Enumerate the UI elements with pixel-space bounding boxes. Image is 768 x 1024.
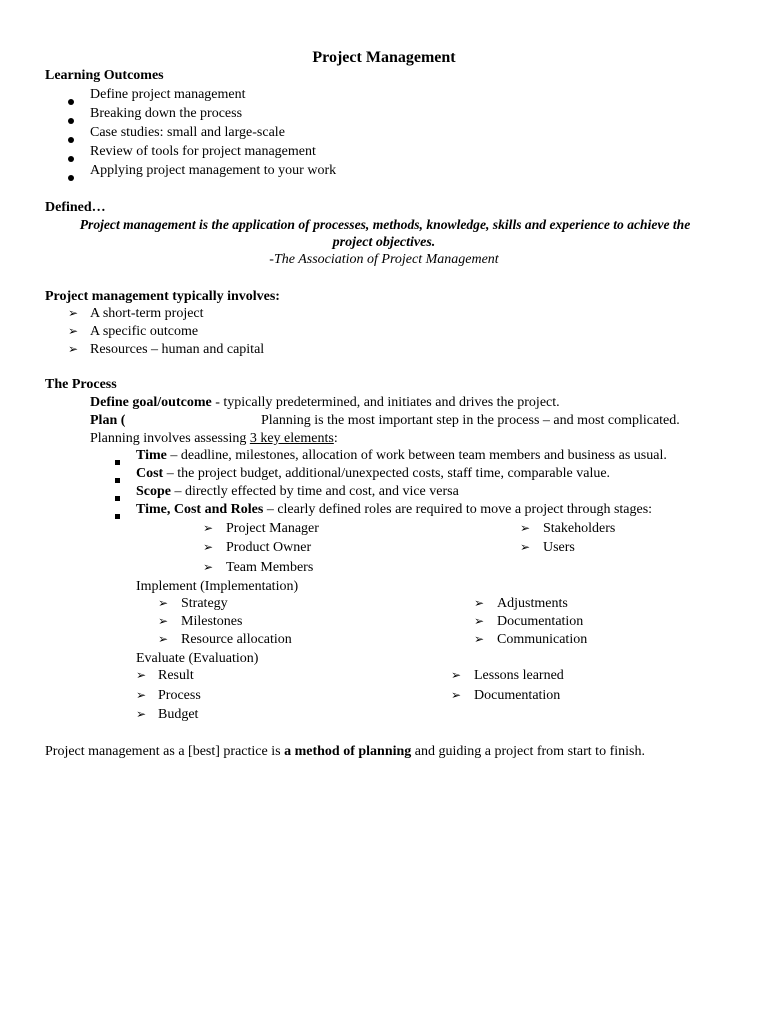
element-roles: Time, Cost and Roles – clearly defined roles are required to move a project through stages: bbox=[136, 502, 653, 517]
list-item: Adjustments bbox=[497, 596, 568, 611]
list-item: Lessons learned bbox=[474, 668, 564, 683]
square-bullet-icon bbox=[115, 471, 120, 489]
square-bullet-icon bbox=[115, 453, 120, 471]
define-goal-line bbox=[90, 394, 560, 412]
arrow-bullet-icon: ➢ bbox=[203, 521, 214, 535]
arrow-bullet-icon: ➢ bbox=[68, 342, 79, 356]
list-item: Strategy bbox=[181, 596, 228, 611]
definition-attribution: -The Association of Project Management bbox=[269, 252, 499, 267]
list-item: Milestones bbox=[181, 614, 243, 629]
element-time: Time – deadline, milestones, allocation of work between team members and business as usual. bbox=[136, 448, 667, 463]
bullet-dot-icon bbox=[68, 93, 74, 111]
list-item: Documentation bbox=[497, 614, 584, 629]
define-goal-label: Define goal/outcome bbox=[90, 395, 212, 410]
list-item: Team Members bbox=[226, 560, 314, 575]
list-item: Documentation bbox=[474, 688, 561, 703]
arrow-bullet-icon: ➢ bbox=[451, 668, 462, 682]
arrow-bullet-icon: ➢ bbox=[68, 324, 79, 338]
arrow-bullet-icon: ➢ bbox=[158, 632, 169, 646]
square-bullet-icon bbox=[115, 507, 120, 525]
list-item: Users bbox=[543, 540, 575, 555]
definition-quote-line1: Project management is the application of processes, methods, knowledge, skills and experience to achieve the bbox=[79, 217, 691, 232]
list-item: Case studies: small and large-scale bbox=[90, 125, 285, 140]
learning-outcomes-heading: Learning Outcomes bbox=[45, 68, 164, 83]
arrow-bullet-icon: ➢ bbox=[474, 632, 485, 646]
list-item: A specific outcome bbox=[90, 324, 199, 339]
list-item: Define project management bbox=[90, 87, 246, 102]
arrow-bullet-icon: ➢ bbox=[474, 614, 485, 628]
plan-text: Planning is the most important step in the process – and most complicated. bbox=[261, 413, 680, 428]
list-item: Result bbox=[158, 668, 194, 683]
defined-heading: Defined… bbox=[45, 200, 106, 215]
plan-label: Plan ( bbox=[90, 413, 126, 428]
define-goal-text: - typically predetermined, and initiates and drives the project. bbox=[211, 395, 560, 410]
arrow-bullet-icon: ➢ bbox=[68, 306, 79, 320]
arrow-bullet-icon: ➢ bbox=[136, 668, 147, 682]
list-item: Resource allocation bbox=[181, 632, 292, 647]
bullet-dot-icon bbox=[68, 112, 74, 130]
closing-sentence: Project management as a [best] practice is a method of planning and guiding a project from start to finish. bbox=[45, 744, 645, 759]
involves-heading: Project management typically involves: bbox=[45, 289, 280, 304]
element-cost: Cost – the project budget, additional/unexpected costs, staff time, comparable value. bbox=[136, 466, 611, 481]
page-title: Project Management bbox=[312, 49, 456, 66]
list-item: Resources – human and capital bbox=[90, 342, 265, 357]
list-item: Budget bbox=[158, 707, 199, 722]
evaluate-heading: Evaluate (Evaluation) bbox=[136, 651, 259, 666]
list-item: Review of tools for project management bbox=[90, 144, 316, 159]
bullet-dot-icon bbox=[68, 150, 74, 168]
planning-intro-line bbox=[90, 430, 338, 448]
arrow-bullet-icon: ➢ bbox=[203, 540, 214, 554]
list-item: Product Owner bbox=[226, 540, 312, 555]
list-item: Breaking down the process bbox=[90, 106, 243, 121]
planning-intro: Planning involves assessing bbox=[90, 431, 250, 446]
arrow-bullet-icon: ➢ bbox=[136, 707, 147, 721]
square-bullet-icon bbox=[115, 489, 120, 507]
list-item: Communication bbox=[497, 632, 588, 647]
planning-key-elements: 3 key elements bbox=[249, 431, 334, 446]
arrow-bullet-icon: ➢ bbox=[136, 688, 147, 702]
element-scope: Scope – directly effected by time and cost, and vice versa bbox=[136, 484, 459, 499]
list-item: Stakeholders bbox=[543, 521, 616, 536]
arrow-bullet-icon: ➢ bbox=[520, 540, 531, 554]
arrow-bullet-icon: ➢ bbox=[158, 596, 169, 610]
planning-colon: : bbox=[333, 431, 338, 446]
list-item: A short-term project bbox=[90, 306, 204, 321]
list-item: Project Manager bbox=[226, 521, 319, 536]
list-item: Process bbox=[158, 688, 201, 703]
arrow-bullet-icon: ➢ bbox=[158, 614, 169, 628]
process-heading: The Process bbox=[45, 377, 117, 392]
definition-quote-line2: project objectives. bbox=[332, 235, 436, 250]
bullet-dot-icon bbox=[68, 131, 74, 149]
arrow-bullet-icon: ➢ bbox=[520, 521, 531, 535]
implement-heading: Implement (Implementation) bbox=[136, 579, 299, 594]
arrow-bullet-icon: ➢ bbox=[451, 688, 462, 702]
arrow-bullet-icon: ➢ bbox=[474, 596, 485, 610]
bullet-dot-icon bbox=[68, 169, 74, 187]
list-item: Applying project management to your work bbox=[90, 163, 337, 178]
arrow-bullet-icon: ➢ bbox=[203, 560, 214, 574]
